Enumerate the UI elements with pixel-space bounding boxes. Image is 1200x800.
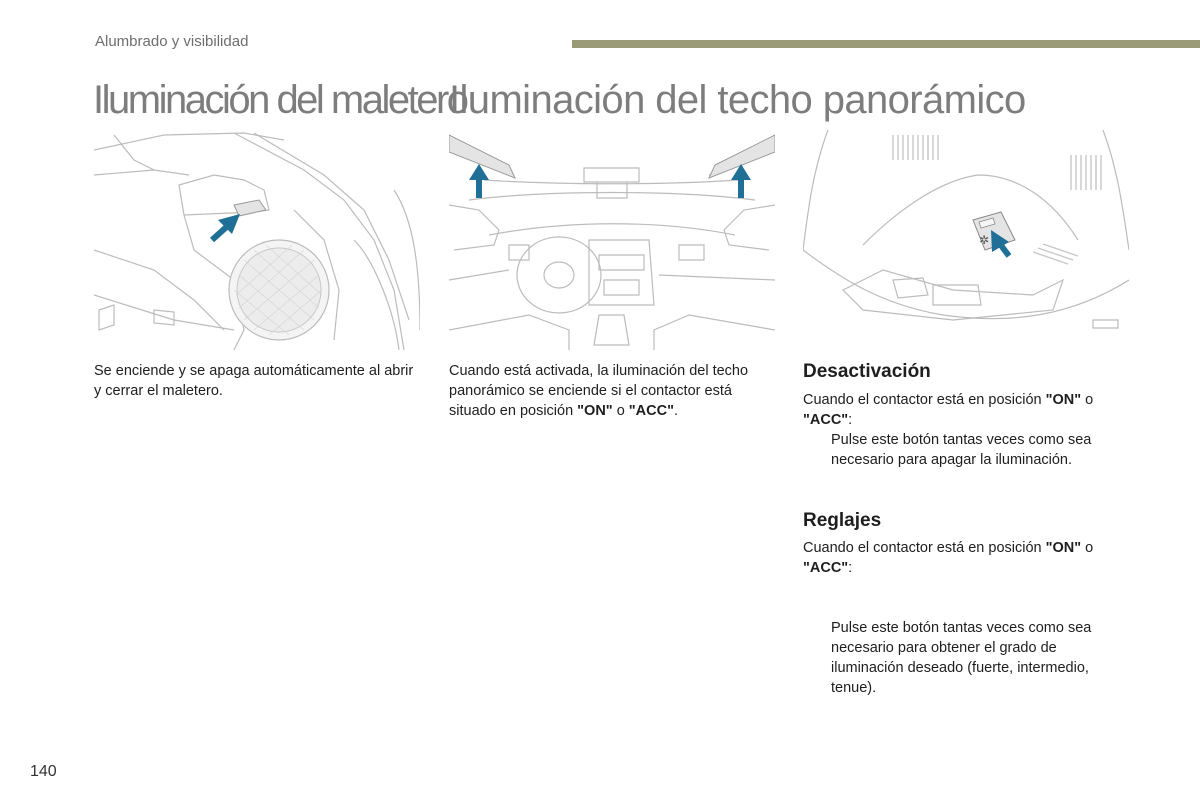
text-segment: : <box>848 412 853 428</box>
panoramic-roof-description <box>449 361 771 421</box>
instruction-text: Pulse este botón tantas veces como sea necesario para apagar la iluminación. <box>831 432 1092 468</box>
deactivation-intro <box>803 390 1123 430</box>
acc-label: "ACC" <box>628 403 674 419</box>
header-accent-bar <box>572 40 1200 48</box>
on-label: "ON" <box>1045 540 1082 556</box>
settings-heading: Reglajes <box>803 510 882 531</box>
section-label: Alumbrado y visibilidad <box>95 33 249 50</box>
page-number: 140 <box>30 763 57 780</box>
acc-label: "ACC" <box>803 560 849 576</box>
text-segment: Cuando está activada, la iluminación del techo panorámico se enciende si el contactor está situado en posición <box>449 363 749 419</box>
instruction-text: Pulse este botón tantas veces como sea necesario para obtener el grado de iluminación deseado (fuerte, intermedio, tenue). <box>831 620 1092 696</box>
on-label: "ON" <box>577 403 613 419</box>
text-segment: o <box>1081 540 1094 556</box>
text-segment: Cuando el contactor está en posición <box>803 540 1046 556</box>
settings-intro <box>803 538 1123 578</box>
text-segment: Cuando el contactor está en posición <box>803 392 1046 408</box>
settings-instruction <box>803 618 1121 698</box>
text-segment: o <box>612 403 629 419</box>
svg-text:✲: ✲ <box>979 233 990 247</box>
acc-label: "ACC" <box>803 412 849 428</box>
trunk-light-icon <box>94 130 420 350</box>
trunk-lighting-description: Se enciende y se apaga automáticamente al abrir y cerrar el maletero. <box>94 363 414 399</box>
roof-button-illustration <box>803 130 1129 350</box>
deactivation-heading: Desactivación <box>803 361 931 382</box>
text-segment: o <box>1081 392 1094 408</box>
arrow-left-icon <box>469 164 489 198</box>
arrow-icon <box>212 214 240 240</box>
panoramic-roof-illustration <box>449 130 775 350</box>
deactivation-instruction <box>803 430 1141 470</box>
roof-light-button-icon <box>803 130 1129 350</box>
car-interior-icon <box>449 130 775 350</box>
arrow-right-icon <box>731 164 751 198</box>
text-segment: . <box>673 403 678 419</box>
trunk-lighting-title: Iluminación del maletero <box>93 78 467 122</box>
trunk-light-illustration <box>94 130 420 350</box>
on-label: "ON" <box>1045 392 1082 408</box>
panoramic-roof-title: Iluminación del techo panorámico <box>449 78 1026 122</box>
text-segment: : <box>848 560 853 576</box>
